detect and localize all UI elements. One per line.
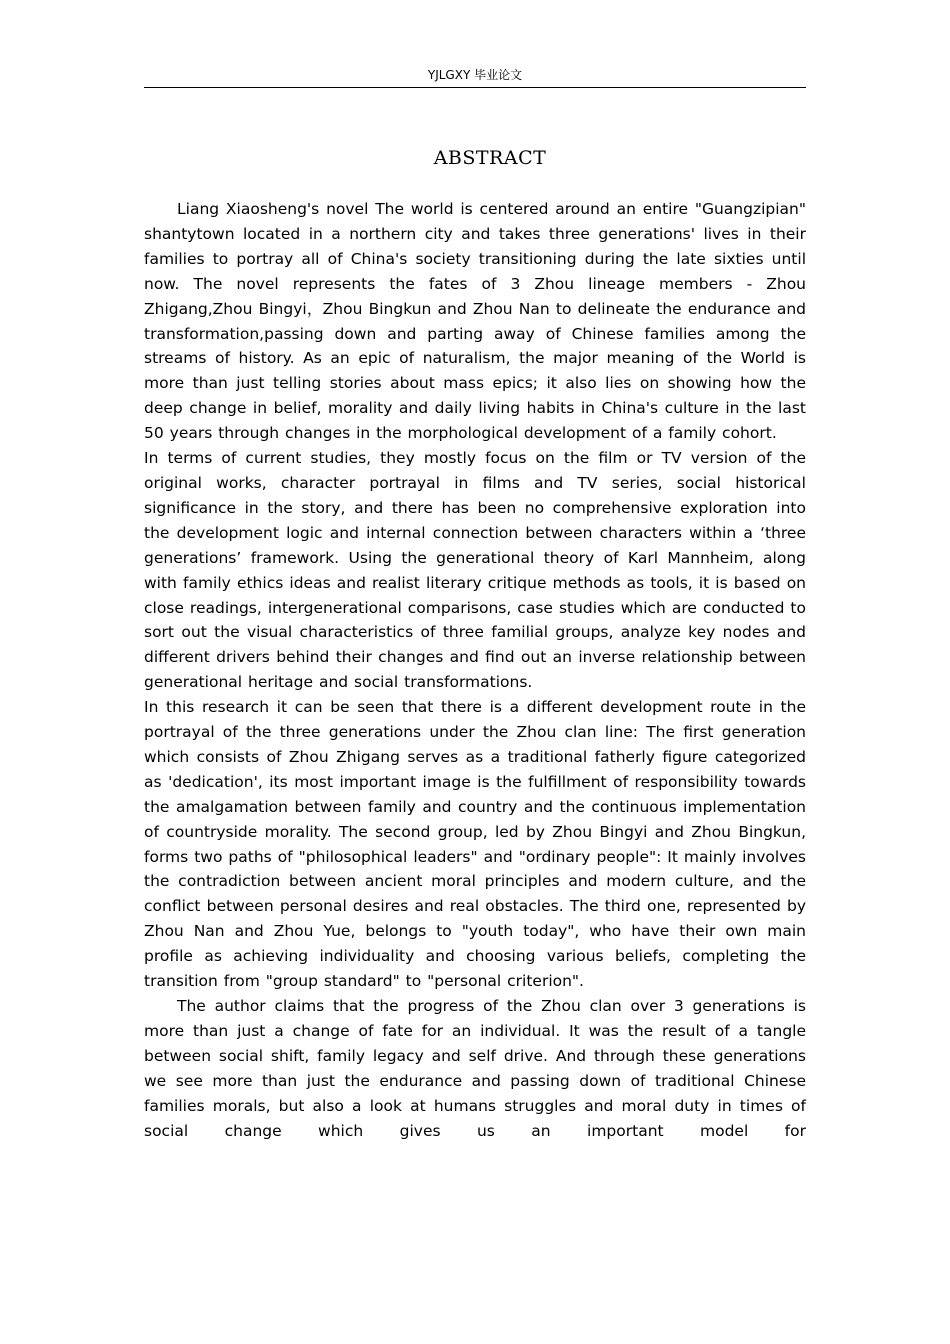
- abstract-paragraph: The author claims that the progress of the Zhou clan over 3 generations is more than just a change of fate for an individual. It was the result of a tangle between social shift, family legacy and self drive. And through these generations we see more than just the endurance and passing down of traditional Chinese families morals, but also a look at humans struggles and moral duty in times of social change which gives us an important model for: [144, 997, 806, 1140]
- abstract-paragraph: In this research it can be seen that there is a different development route in the portrayal of the three generations under the Zhou clan line: The first generation which consists of Zhou Zhigang serves as a traditional fatherly figure categorized as 'dedication', its most important image is the fulfillment of responsibility towards the amalgamation between family and country and the continuous implementation of countryside morality. The second group, led by Zhou Bingyi and Zhou Bingkun, forms two paths of "philosophical leaders" and "ordinary people": It mainly involves the contradiction between ancient moral principles and modern culture, and the conflict between personal desires and real obstacles. The third one, represented by Zhou Nan and Zhou Yue, belongs to "youth today", who have their own main profile as achieving individuality and choosing various beliefs, completing the transition from "group standard" to "personal criterion".: [144, 698, 806, 991]
- abstract-body: [144, 197, 806, 1143]
- abstract-title: ABSTRACT: [433, 147, 547, 169]
- abstract-paragraph: Liang Xiaosheng's novel The world is centered around an entire "Guangzipian" shantytown located in a northern city and takes three generations' lives in their families to portray all of China's society transitioning during the late sixties until now. The novel represents the fates of 3 Zhou lineage members - Zhou Zhigang,Zhou Bingyi，Zhou Bingkun and Zhou Nan to delineate the endurance and transformation,passing down and parting away of Chinese families among the streams of history. As an epic of naturalism, the major meaning of the World is more than just telling stories about mass epics; it also lies on showing how the deep change in belief, morality and daily living habits in China's culture in the last 50 years through changes in the morphological development of a family cohort.: [144, 200, 806, 443]
- abstract-paragraph: In terms of current studies, they mostly focus on the film or TV version of the original works, character portrayal in films and TV series, social historical significance in the story, and there has been no comprehensive exploration into the development logic and internal connection between characters within a ‘three generations’ framework. Using the generational theory of Karl Mannheim, along with family ethics ideas and realist literary critique methods as tools, it is based on close readings, intergenerational comparisons, case studies which are conducted to sort out the visual characteristics of three familial groups, analyze key nodes and different drivers behind their changes and find out an inverse relationship between generational heritage and social transformations.: [144, 449, 806, 692]
- header-divider: [144, 87, 806, 88]
- running-header: YJLGXY 毕业论文: [427, 68, 523, 82]
